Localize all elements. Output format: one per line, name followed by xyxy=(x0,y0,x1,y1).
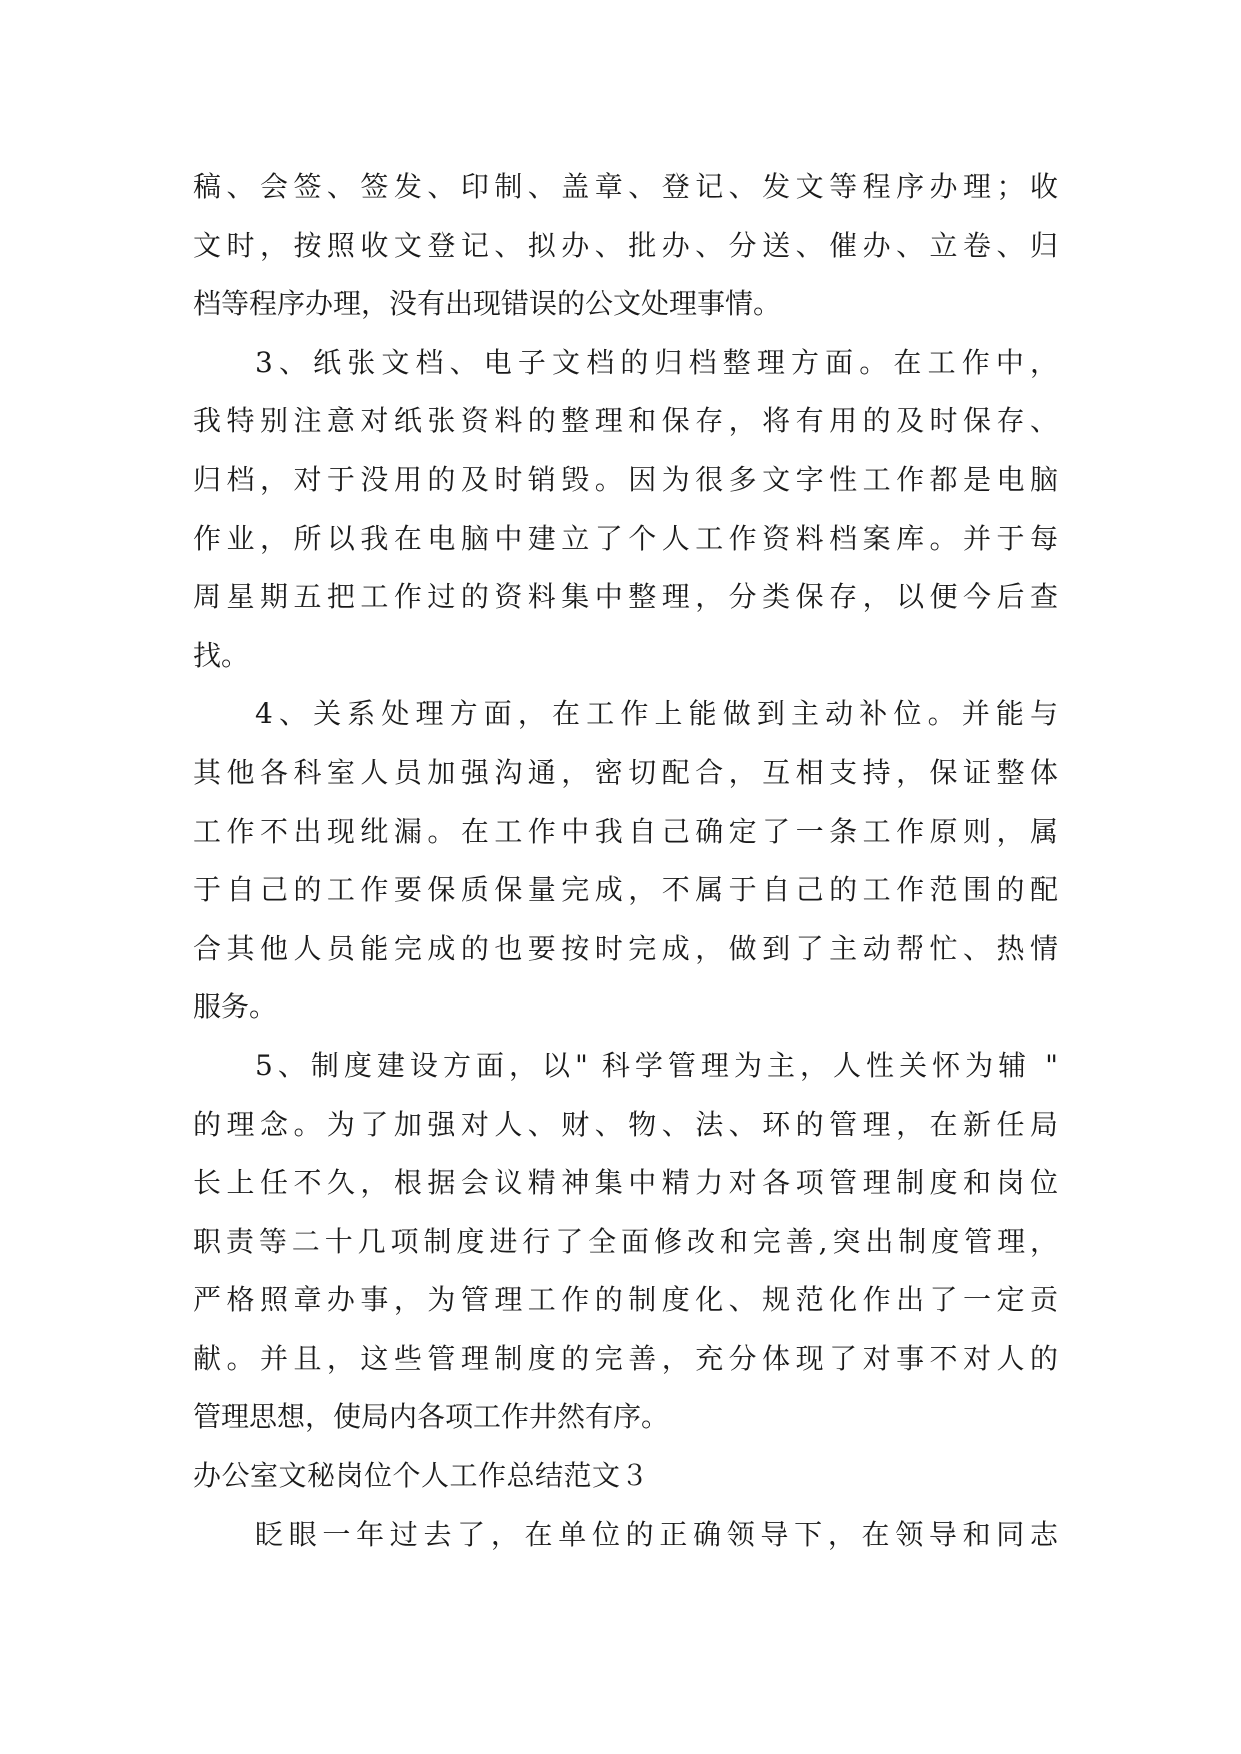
text-line: 管理思想，使局内各项工作井然有序。 xyxy=(193,1400,670,1434)
text-line: 归档，对于没用的及时销毁。因为很多文字性工作都是电脑 xyxy=(193,462,1058,496)
text-line: 档等程序办理，没有出现错误的公文处理事情。 xyxy=(193,287,782,321)
text-line: 于自己的工作要保质保量完成，不属于自己的工作范围的配 xyxy=(193,873,1058,907)
text-line: 严格照章办事，为管理工作的制度化、规范化作出了一定贡 xyxy=(193,1283,1058,1317)
text-line: 的理念。为了加强对人、财、物、法、环的管理，在新任局 xyxy=(193,1107,1058,1141)
text-line: 合其他人员能完成的也要按时完成，做到了主动帮忙、热情 xyxy=(193,931,1058,965)
text-line: 找。 xyxy=(193,638,250,672)
text-line: 工作不出现纰漏。在工作中我自己确定了一条工作原则，属 xyxy=(193,814,1058,848)
text-line: 其他各科室人员加强沟通，密切配合，互相支持，保证整体 xyxy=(193,755,1058,789)
text-line: 职责等二十几项制度进行了全面修改和完善,突出制度管理， xyxy=(193,1224,1058,1258)
section-heading: 办公室文秘岗位个人工作总结范文３ xyxy=(193,1459,650,1493)
text-line: 我特别注意对纸张资料的整理和保存，将有用的及时保存、 xyxy=(193,404,1058,438)
text-line: 稿、会签、签发、印制、盖章、登记、发文等程序办理；收 xyxy=(193,170,1058,203)
paragraph-start-line: 3、纸张文档、电子文档的归档整理方面。在工作中， xyxy=(255,345,1058,379)
text-line: 献。并且，这些管理制度的完善，充分体现了对事不对人的 xyxy=(193,1341,1058,1375)
text-line: 周星期五把工作过的资料集中整理，分类保存，以便今后查 xyxy=(193,580,1058,614)
document-body xyxy=(193,158,1058,1564)
paragraph-start-line: 眨眼一年过去了，在单位的正确领导下，在领导和同志 xyxy=(255,1517,1058,1551)
text-line: 作业，所以我在电脑中建立了个人工作资料档案库。并于每 xyxy=(193,521,1058,555)
text-line: 文时，按照收文登记、拟办、批办、分送、催办、立卷、归 xyxy=(193,228,1058,262)
text-line: 服务。 xyxy=(193,990,278,1024)
paragraph-start-line: 4、关系处理方面，在工作上能做到主动补位。并能与 xyxy=(255,697,1058,731)
paragraph-start-line: 5、制度建设方面，以" 科学管理为主，人性关怀为辅 " xyxy=(255,1048,1058,1082)
text-line: 长上任不久，根据会议精神集中精力对各项管理制度和岗位 xyxy=(193,1166,1058,1200)
